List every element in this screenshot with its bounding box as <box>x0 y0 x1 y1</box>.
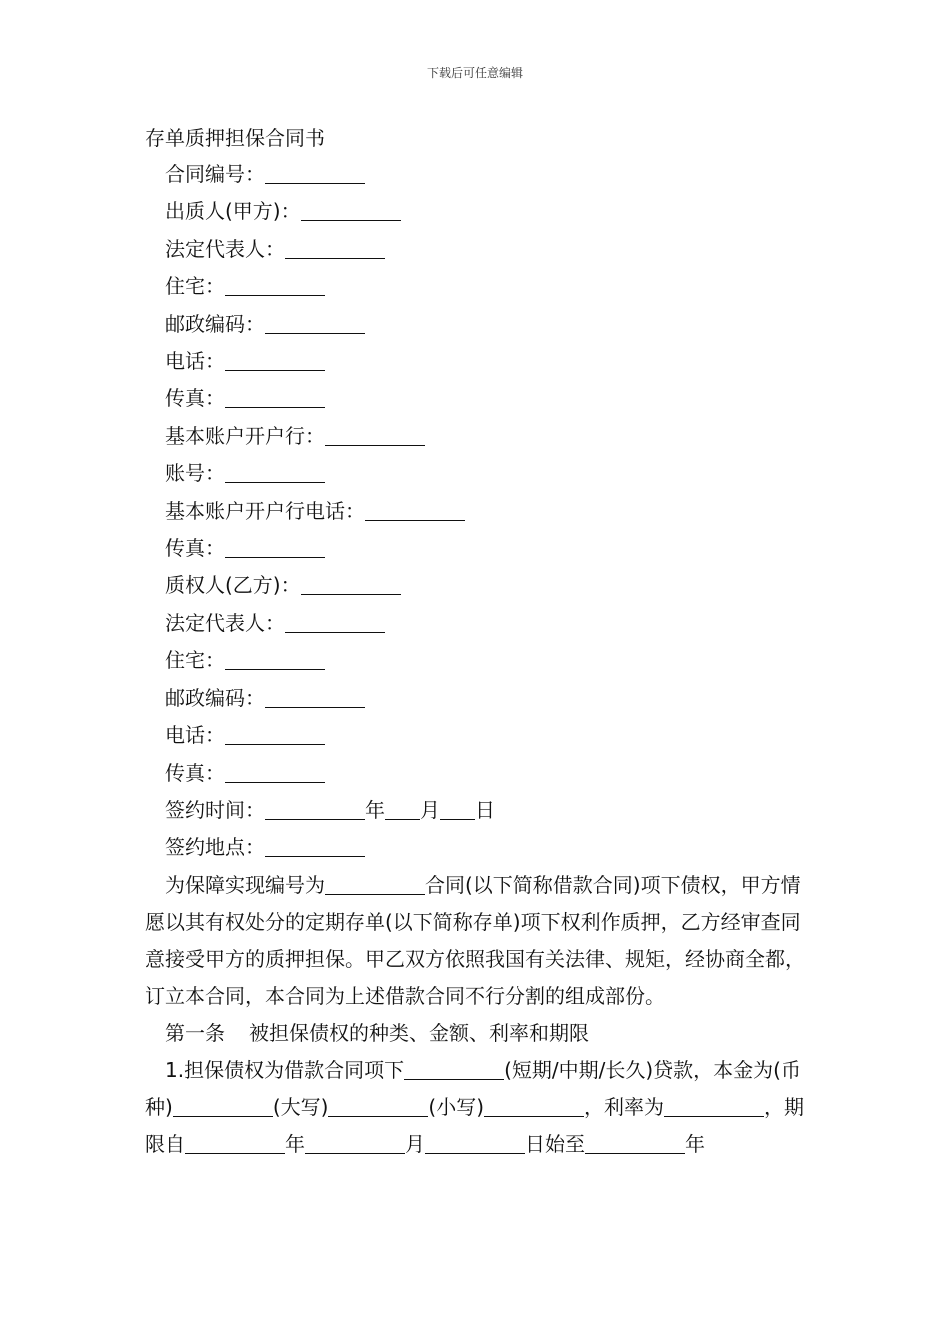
field-label: 电话： <box>165 723 225 748</box>
field-legal-rep-a <box>145 231 815 268</box>
blank-line <box>285 236 385 259</box>
field-label: 签约时间： <box>165 797 265 822</box>
blank-line <box>225 460 325 483</box>
field-label: 基本账户开户行电话： <box>165 498 365 523</box>
day-label: 日 <box>475 797 495 822</box>
clause-text: 1.担保债权为借款合同项下 <box>165 1057 405 1082</box>
intro-text: 为保障实现编号为 <box>165 872 325 897</box>
field-address-a <box>145 268 815 305</box>
header-note: 下载后可任意编辑 <box>426 66 523 80</box>
blank-line <box>173 1094 273 1117</box>
field-phone-b <box>145 717 815 754</box>
field-label: 住宅： <box>165 648 225 673</box>
field-postcode-a <box>145 306 815 343</box>
field-postcode-b <box>145 680 815 717</box>
blank-line <box>185 1131 285 1154</box>
field-label: 法定代表人： <box>165 236 285 261</box>
blank-line <box>484 1094 584 1117</box>
blank-line <box>225 535 325 558</box>
blank-line <box>585 1131 685 1154</box>
field-label: 出质人(甲方)： <box>165 199 301 224</box>
field-pledgee <box>145 567 815 604</box>
field-label: 签约地点： <box>165 835 265 860</box>
field-bank-phone <box>145 493 815 530</box>
field-label: 账号： <box>165 461 225 486</box>
clause-text: (短期/中期/长久)贷款，本金为(币种) <box>145 1057 801 1119</box>
field-label: 传真： <box>165 386 225 411</box>
blank-line <box>325 423 425 446</box>
field-fax-a <box>145 380 815 417</box>
document-body <box>145 120 815 1163</box>
field-phone-a <box>145 343 815 380</box>
field-label: 法定代表人： <box>165 610 285 635</box>
blank-line <box>285 610 385 633</box>
clause-text: (小写) <box>428 1094 485 1119</box>
clause-text: ，期限自 <box>145 1094 805 1156</box>
field-label: 传真： <box>165 536 225 561</box>
clause-text: 月 <box>405 1131 425 1156</box>
blank-line <box>365 498 465 521</box>
blank-line <box>265 685 365 708</box>
blank-line <box>265 311 365 334</box>
clause-text: 年 <box>685 1131 705 1156</box>
field-fax-b <box>145 755 815 792</box>
article-title: 被担保债权的种类、金额、利率和期限 <box>249 1020 589 1045</box>
blank-line <box>404 1057 504 1080</box>
field-label: 质权人(乙方)： <box>165 573 301 598</box>
field-label: 基本账户开户行： <box>165 423 325 448</box>
blank-line <box>325 872 425 895</box>
blank-line <box>385 797 420 820</box>
year-label: 年 <box>365 797 385 822</box>
field-pledgor <box>145 193 815 230</box>
blank-line <box>305 1131 405 1154</box>
blank-line <box>225 760 325 783</box>
field-sign-date <box>145 792 815 829</box>
field-address-b <box>145 642 815 679</box>
blank-line <box>440 797 475 820</box>
month-label: 月 <box>420 797 440 822</box>
field-label: 合同编号： <box>165 162 265 186</box>
field-contract-no <box>145 156 815 193</box>
field-label: 传真： <box>165 760 225 785</box>
intro-paragraph <box>145 867 815 1015</box>
blank-line <box>225 273 325 296</box>
blank-line <box>265 797 365 820</box>
field-bank-fax <box>145 530 815 567</box>
article-number: 第一条 <box>165 1020 225 1045</box>
field-bank <box>145 418 815 455</box>
blank-line <box>265 161 365 184</box>
article-clause <box>145 1052 815 1163</box>
blank-line <box>225 385 325 408</box>
field-legal-rep-b <box>145 605 815 642</box>
document-title: 存单质押担保合同书 <box>145 126 325 150</box>
clause-text: 日始至 <box>525 1131 585 1156</box>
blank-line <box>225 722 325 745</box>
blank-line <box>328 1094 428 1117</box>
blank-line <box>301 572 401 595</box>
clause-text: (大写) <box>272 1094 329 1119</box>
blank-line <box>225 348 325 371</box>
clause-text: 年 <box>285 1131 305 1156</box>
field-label: 电话： <box>165 349 225 374</box>
field-label: 邮政编码： <box>165 311 265 336</box>
blank-line <box>425 1131 525 1154</box>
blank-line <box>225 647 325 670</box>
field-label: 住宅： <box>165 274 225 299</box>
article-heading <box>145 1015 815 1052</box>
field-account <box>145 455 815 492</box>
clause-text: ，利率为 <box>584 1094 665 1119</box>
field-sign-place <box>145 829 815 866</box>
field-label: 邮政编码： <box>165 685 265 710</box>
blank-line <box>301 198 401 221</box>
blank-line <box>664 1094 764 1117</box>
intro-text: 合同(以下简称借款合同)项下债权，甲方情愿以其有权处分的定期存单(以下简称存单)项下权利作质押，乙方经审查同意接受甲方的质押担保。甲乙双方依照我国有关法律、规矩，经协商全都，订立本合同，本合同为上述借款合同不行分割的组成部份。 <box>145 872 805 1008</box>
blank-line <box>265 834 365 857</box>
